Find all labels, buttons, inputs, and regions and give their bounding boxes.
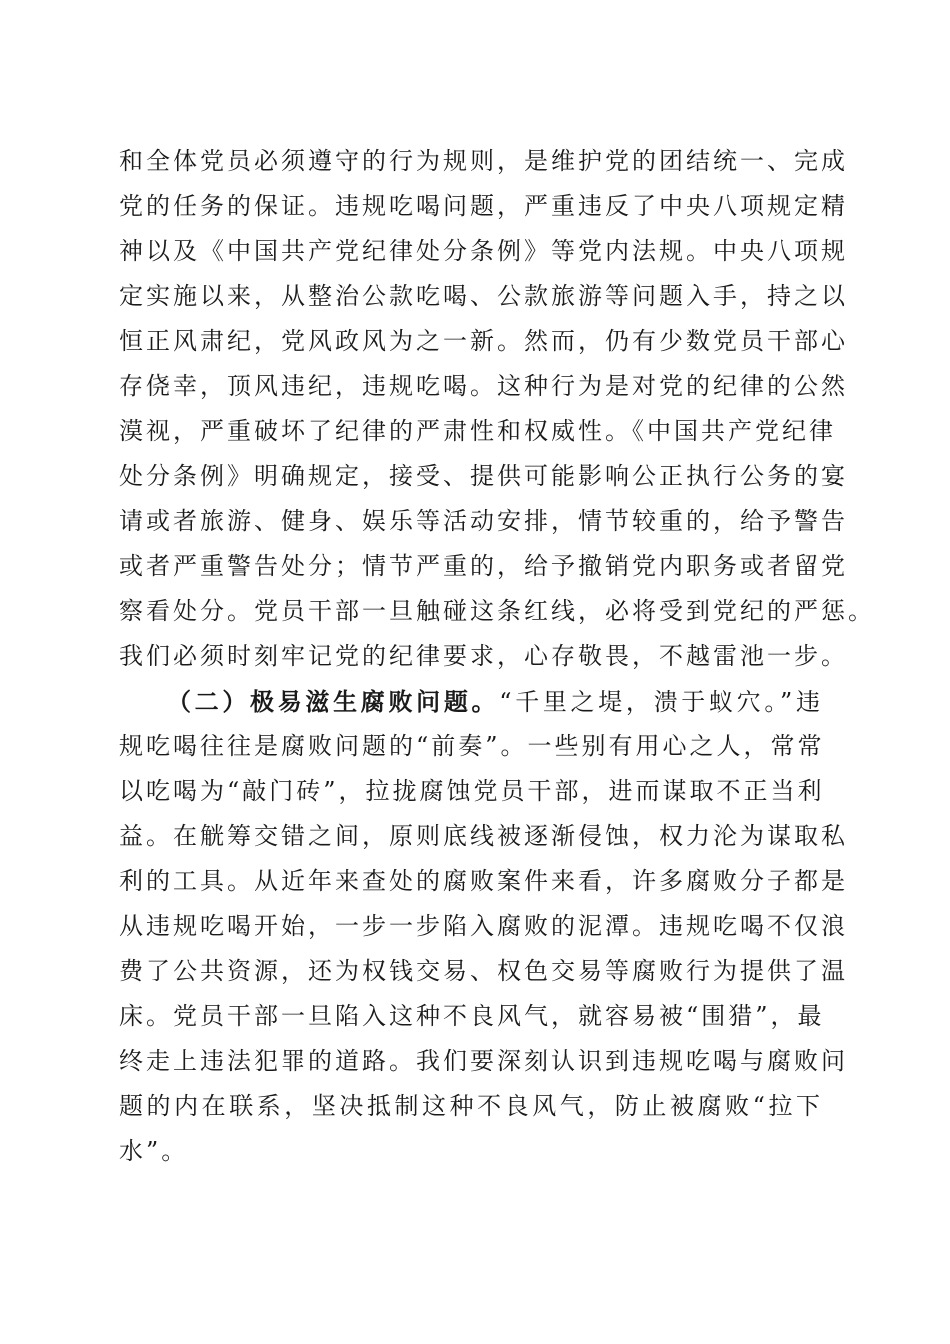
text-line: 题的内在联系，坚决抵制这种不良风气，防止被腐败“拉下 [119,1092,823,1120]
paragraph-corruption [119,679,848,1174]
text-line: 从违规吃喝开始，一步一步陷入腐败的泥潭。违规吃喝不仅浪 [119,912,848,940]
text-line: 益。在觥筹交错之间，原则底线被逐渐侵蚀，权力沦为谋取私 [119,822,848,850]
text-line: 察看处分。党员干部一旦触碰这条红线，必将受到党纪的严惩。 [119,597,875,625]
text-line [119,679,823,724]
text-line: 恒正风肃纪，党风政风为之一新。然而，仍有少数党员干部心 [119,327,848,355]
text-line: 漠视，严重破坏了纪律的严肃性和权威性。《中国共产党纪律 [119,417,836,445]
text-line: 神以及《中国共产党纪律处分条例》等党内法规。中央八项规 [119,237,848,265]
text-line: 请或者旅游、健身、娱乐等活动安排，情节较重的，给予警告 [119,507,848,535]
text-line: 处分条例》明确规定，接受、提供可能影响公正执行公务的宴 [119,462,848,490]
paragraph-discipline [119,139,875,679]
text-line: 费了公共资源，还为权钱交易、权色交易等腐败行为提供了温 [119,957,848,985]
text-line: 终走上违法犯罪的道路。我们要深刻认识到违规吃喝与腐败问 [119,1047,848,1075]
quote-text: “千里之堤，溃于蚁穴。”违 [499,688,823,716]
text-line: 以吃喝为“敲门砖”，拉拢腐蚀党员干部，进而谋取不正当利 [119,777,825,805]
text-line: 或者严重警告处分；情节严重的，给予撤销党内职务或者留党 [119,552,848,580]
text-line: 水”。 [119,1137,189,1165]
text-line: 利的工具。从近年来查处的腐败案件来看，许多腐败分子都是 [119,867,848,895]
body-text [119,139,875,1174]
text-line: 床。党员干部一旦陷入这种不良风气，就容易被“围猎”，最 [119,1002,825,1030]
section-heading: （二）极易滋生腐败问题。 [167,687,500,716]
text-line: 存侥幸，顶风违纪，违规吃喝。这种行为是对党的纪律的公然 [119,372,848,400]
text-line: 和全体党员必须遵守的行为规则，是维护党的团结统一、完成 [119,147,848,175]
text-line: 规吃喝往往是腐败问题的“前奏”。一些别有用心之人，常常 [119,732,825,760]
text-line: 党的任务的保证。违规吃喝问题，严重违反了中央八项规定精 [119,192,848,220]
text-line: 定实施以来，从整治公款吃喝、公款旅游等问题入手，持之以 [119,282,848,310]
text-line: 我们必须时刻牢记党的纪律要求，心存敬畏，不越雷池一步。 [119,642,848,670]
